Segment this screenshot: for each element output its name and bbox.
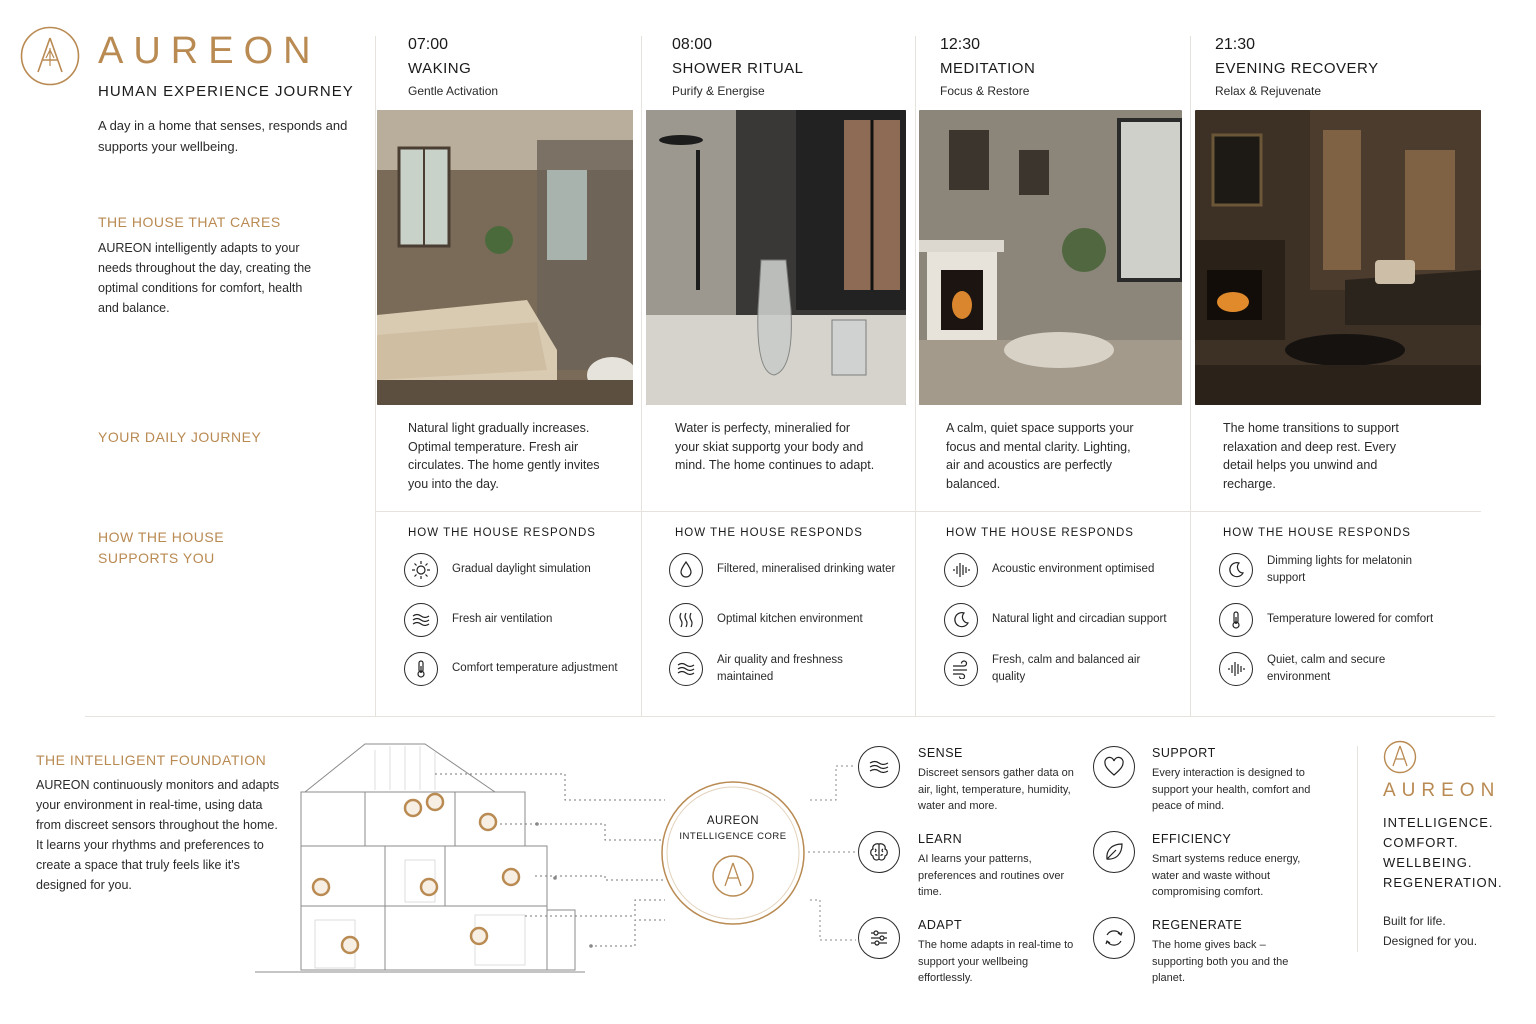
air-waves-icon (669, 652, 703, 686)
house-cares-body: AUREON intelligently adapts to your needs throughout the day, creating the optimal conditions for comfort, health and balance. (98, 241, 312, 315)
aureon-small-logo-icon (1383, 740, 1417, 774)
moon-clock-icon (944, 603, 978, 637)
response-item (1219, 553, 1449, 591)
sensor-waves-icon (858, 746, 900, 788)
closing-tagline: Designed for you. (1383, 934, 1478, 948)
foundation-heading: THE INTELLIGENT FOUNDATION (36, 752, 267, 768)
column-divider (375, 36, 376, 716)
moment-time: 21:30 (1215, 36, 1256, 53)
response-item (1219, 652, 1449, 690)
response-item (944, 603, 1174, 641)
response-item (1219, 603, 1449, 641)
daily-journey-heading: YOUR DAILY JOURNEY (98, 429, 262, 445)
response-label: Comfort temperature adjustment (452, 662, 618, 675)
response-item (944, 652, 1174, 690)
moment-description: The home transitions to support relaxation and deep rest. Every detail helps you unwind and recharge. (1223, 421, 1399, 491)
row-divider (375, 511, 1481, 512)
response-label: Filtered, mineralised drinking water (717, 563, 896, 576)
response-item (669, 553, 899, 591)
closing-value: WELLBEING. (1383, 855, 1473, 870)
moment-time: 07:00 (408, 36, 449, 53)
moon-icon (1219, 553, 1253, 587)
response-label: Fresh air ventilation (452, 613, 553, 626)
response-label: Fresh, calm and balanced air quality (992, 653, 1141, 683)
moment-subtitle: Focus & Restore (940, 84, 1030, 98)
feature-title: REGENERATE (1152, 918, 1243, 932)
core-label: AUREON (706, 815, 760, 827)
moment-time: 12:30 (940, 36, 981, 53)
bedroom-photo (377, 110, 633, 405)
living-room-photo (1195, 110, 1481, 405)
moment-title: MEDITATION (940, 60, 1036, 77)
responds-heading: HOW THE HOUSE RESPONDS (675, 527, 863, 539)
responds-heading: HOW THE HOUSE RESPONDS (408, 527, 596, 539)
moment-title: SHOWER RITUAL (672, 60, 804, 77)
column-divider (915, 36, 916, 716)
response-item (404, 603, 634, 641)
feature-body: The home gives back – supporting both you and the planet. (1152, 939, 1289, 984)
feature-title: SUPPORT (1152, 746, 1216, 760)
intelligence-core-ring (660, 780, 806, 926)
water-drop-icon (669, 553, 703, 587)
sun-icon (404, 553, 438, 587)
brand-name: AUREON (98, 30, 321, 72)
feature-title: LEARN (918, 832, 963, 846)
response-item (944, 553, 1174, 591)
leaf-icon (1093, 831, 1135, 873)
brand-tagline: HUMAN EXPERIENCE JOURNEY (98, 83, 354, 100)
supports-heading: HOW THE HOUSE SUPPORTS YOU (98, 529, 225, 566)
closing-tagline: Built for life. (1383, 914, 1446, 928)
shower-photo (646, 110, 906, 405)
steam-icon (669, 603, 703, 637)
sliders-icon (858, 917, 900, 959)
sound-wave-icon (944, 553, 978, 587)
response-label: Dimming lights for melatonin support (1267, 554, 1413, 584)
closing-value: REGENERATION. (1383, 875, 1503, 890)
response-item (669, 603, 899, 641)
response-label: Acoustic environment optimised (992, 563, 1155, 576)
response-label: Optimal kitchen environment (717, 613, 863, 626)
moment-time: 08:00 (672, 36, 713, 53)
response-item (404, 553, 634, 591)
responds-heading: HOW THE HOUSE RESPONDS (946, 527, 1134, 539)
moment-title: EVENING RECOVERY (1215, 60, 1379, 77)
moment-subtitle: Relax & Rejuvenate (1215, 84, 1322, 98)
response-item (669, 652, 899, 690)
thermometer-icon (404, 652, 438, 686)
wind-icon (944, 652, 978, 686)
closing-value: INTELLIGENCE. (1383, 815, 1494, 830)
feature-title: SENSE (918, 746, 963, 760)
moment-title: WAKING (408, 60, 472, 77)
moment-description: A calm, quiet space supports your focus and mental clarity. Lighting, air and acoustics are perfectly balanced. (946, 421, 1134, 491)
column-divider (1190, 36, 1191, 716)
feature-title: ADAPT (918, 918, 963, 932)
aureon-logo-icon (20, 26, 80, 86)
column-divider (641, 36, 642, 716)
house-cares-heading: THE HOUSE THAT CARES (98, 214, 281, 230)
feature-body: AI learns your patterns, preferences and routines over time. (918, 853, 1065, 898)
closing-brand: AUREON (1383, 780, 1501, 801)
air-waves-icon (404, 603, 438, 637)
responds-heading: HOW THE HOUSE RESPONDS (1223, 527, 1411, 539)
thermometer-icon (1219, 603, 1253, 637)
sound-wave-icon (1219, 652, 1253, 686)
moment-subtitle: Gentle Activation (408, 84, 499, 98)
feature-title: EFFICIENCY (1152, 832, 1232, 846)
core-sublabel: INTELLIGENCE CORE (679, 831, 787, 842)
closing-divider (1357, 746, 1358, 952)
feature-body: The home adapts in real-time to support your wellbeing effortlessly. (918, 939, 1074, 984)
feature-body: Every interaction is designed to support your health, comfort and peace of mind. (1152, 767, 1311, 812)
response-label: Gradual daylight simulation (452, 563, 591, 576)
core-connector-lines (800, 760, 860, 950)
brand-description: A day in a home that senses, responds and supports your wellbeing. (98, 118, 348, 154)
section-divider (85, 716, 1495, 717)
response-label: Quiet, calm and secure environment (1267, 653, 1386, 683)
heart-icon (1093, 746, 1135, 788)
feature-body: Discreet sensors gather data on air, light, temperature, humidity, water and more. (918, 767, 1074, 812)
regenerate-icon (1093, 917, 1135, 959)
brain-icon (858, 831, 900, 873)
response-item (404, 652, 634, 690)
moment-description: Natural light gradually increases. Optimal temperature. Fresh air circulates. The home gently invites you into the day. (408, 421, 600, 491)
foundation-body: AUREON continuously monitors and adapts your environment in real-time, using data from discreet sensors throughout the home. It learns your rhythms and preferences to create a space that truly feels like it's designed for you. (36, 778, 280, 892)
moment-description: Water is perfecty, mineralied for your skiat supportg your body and mind. The home continues to adapt. (675, 421, 875, 472)
moment-subtitle: Purify & Energise (672, 84, 765, 98)
response-label: Natural light and circadian support (992, 613, 1167, 626)
feature-body: Smart systems reduce energy, water and waste without compromising comfort. (1152, 853, 1301, 898)
response-label: Temperature lowered for comfort (1267, 613, 1434, 626)
closing-value: COMFORT. (1383, 835, 1459, 850)
response-label: Air quality and freshness maintained (717, 653, 843, 683)
meditation-photo (919, 110, 1182, 405)
